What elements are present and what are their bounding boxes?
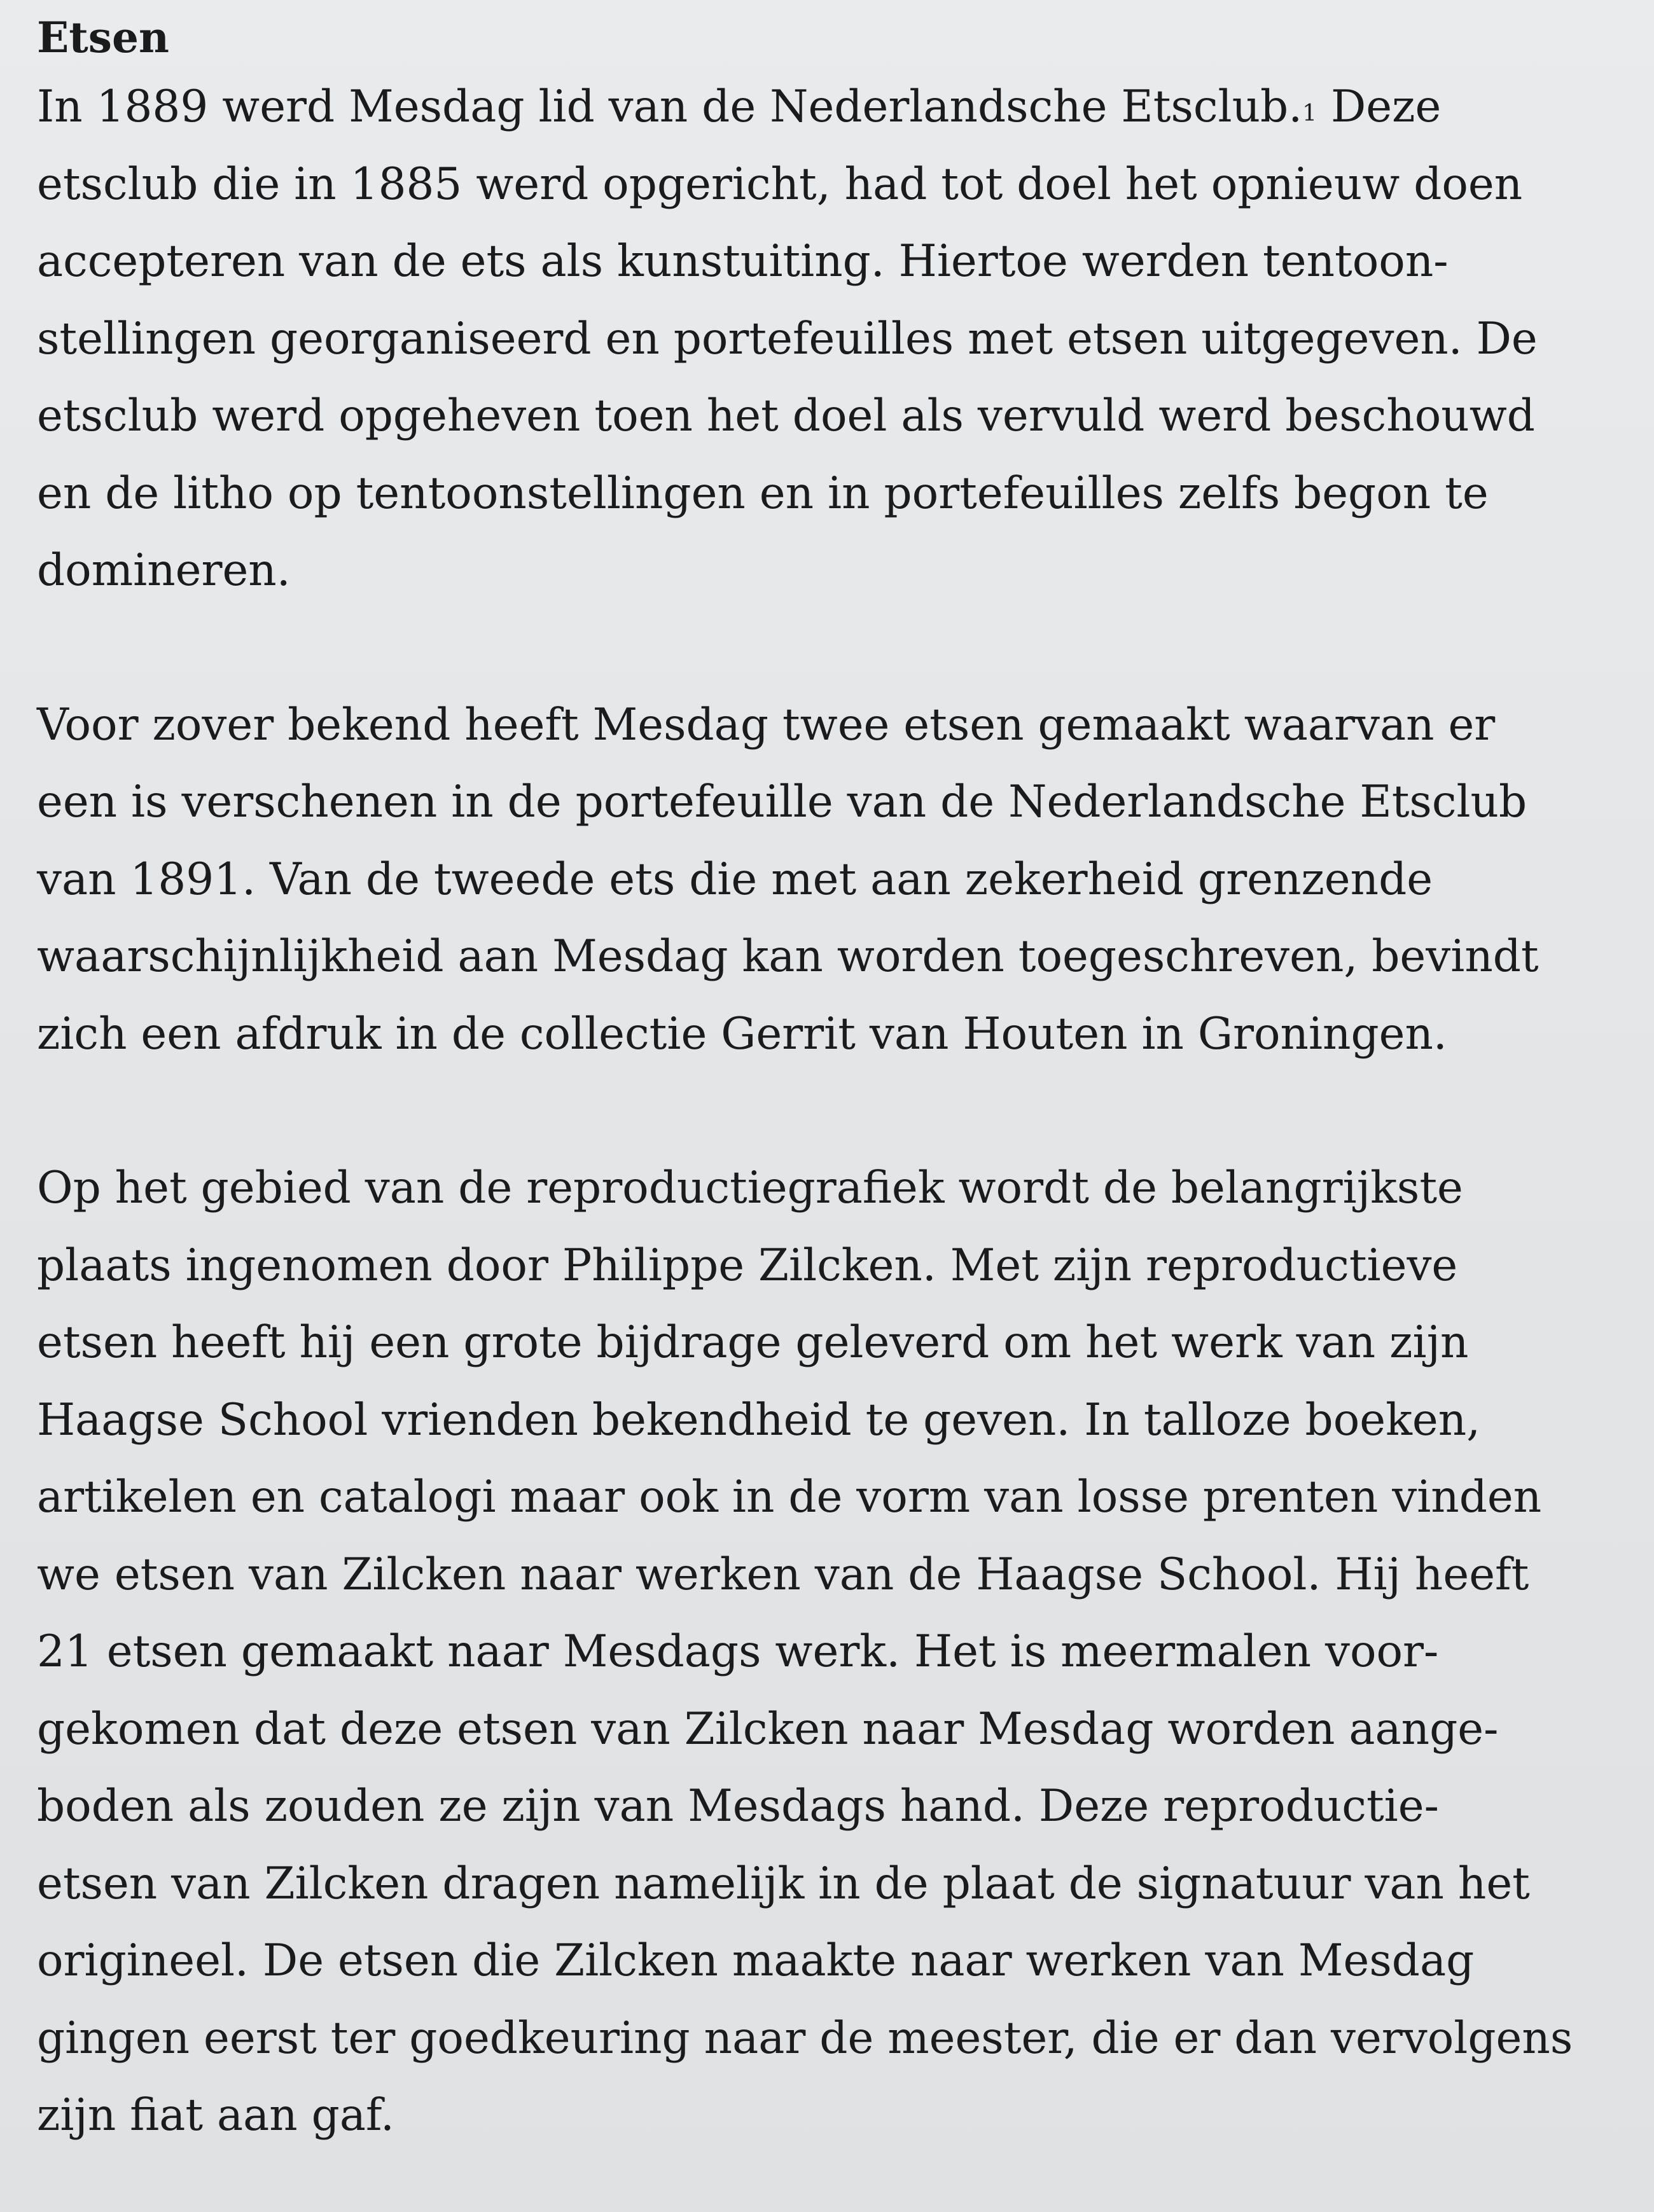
text-line-end: Deze (1317, 81, 1442, 132)
text-line: zijn fiat aan gaf. (37, 2090, 394, 2141)
text-line: artikelen en catalogi maar ook in de vorm van losse prenten vinden (37, 1472, 1542, 1523)
text-line: Op het gebied van de reproductiegrafiek wordt de belangrijkste (37, 1163, 1463, 1213)
text-line: Voor zover bekend heeft Mesdag twee etsen gemaakt waarvan er (37, 699, 1496, 750)
text-line: gekomen dat deze etsen van Zilcken naar Mesdag worden aange- (37, 1703, 1499, 1755)
text-line: etsen heeft hij een grote bijdrage geleverd om het werk van zijn (37, 1317, 1469, 1368)
footnote-marker: 1 (1302, 100, 1317, 127)
text-line: we etsen van Zilcken naar werken van de Haagse School. Hij heeft (37, 1549, 1529, 1600)
document-page (37, 6, 1576, 2155)
text-line: stellingen georganiseerd en portefeuilles met etsen uitgegeven. De (37, 313, 1538, 364)
paragraph-1 (37, 69, 1576, 610)
text-line: 21 etsen gemaakt naar Mesdags werk. Het is meermalen voor- (37, 1626, 1439, 1677)
text-line: etsclub werd opgeheven toen het doel als vervuld werd beschouwd (37, 391, 1535, 441)
text-line: van 1891. Van de tweede ets die met aan zekerheid grenzende (37, 854, 1433, 905)
text-line: etsclub die in 1885 werd opgericht, had tot doel het opnieuw doen (37, 158, 1523, 210)
text-line: domineren. (37, 545, 291, 596)
text-line: boden als zouden ze zijn van Mesdags hand. Deze reproductie- (37, 1781, 1439, 1832)
text-line: plaats ingenomen door Philippe Zilcken. Met zijn reproductieve (37, 1240, 1458, 1291)
text-line: etsen van Zilcken dragen namelijk in de plaat de signatuur van het (37, 1858, 1530, 1909)
text-line: zich een afdruk in de collectie Gerrit van Houten in Groningen. (37, 1008, 1447, 1060)
text-line: waarschijnlijkheid aan Mesdag kan worden toegeschreven, bevindt (37, 931, 1539, 982)
text-line: gingen eerst ter goedkeuring naar de meester, die er dan vervolgens (37, 2012, 1573, 2064)
text-line: accepteren van de ets als kunstuiting. Hiertoe werden tentoon- (37, 236, 1449, 287)
paragraph-3 (37, 1150, 1576, 2155)
text-line (37, 69, 1576, 146)
paragraph-2 (37, 687, 1576, 1074)
text-line: een is verschenen in de portefeuille van de Nederlandsche Etsclub (37, 777, 1527, 827)
text-line-start: In 1889 werd Mesdag lid van de Nederlandsche Etsclub. (37, 81, 1303, 132)
text-line: en de litho op tentoonstellingen en in portefeuilles zelfs begon te (37, 467, 1489, 519)
text-line: origineel. De etsen die Zilcken maakte naar werken van Mesdag (37, 1935, 1475, 1986)
section-heading: Etsen (37, 13, 169, 62)
text-line: Haagse School vrienden bekendheid te geven. In talloze boeken, (37, 1394, 1481, 1446)
